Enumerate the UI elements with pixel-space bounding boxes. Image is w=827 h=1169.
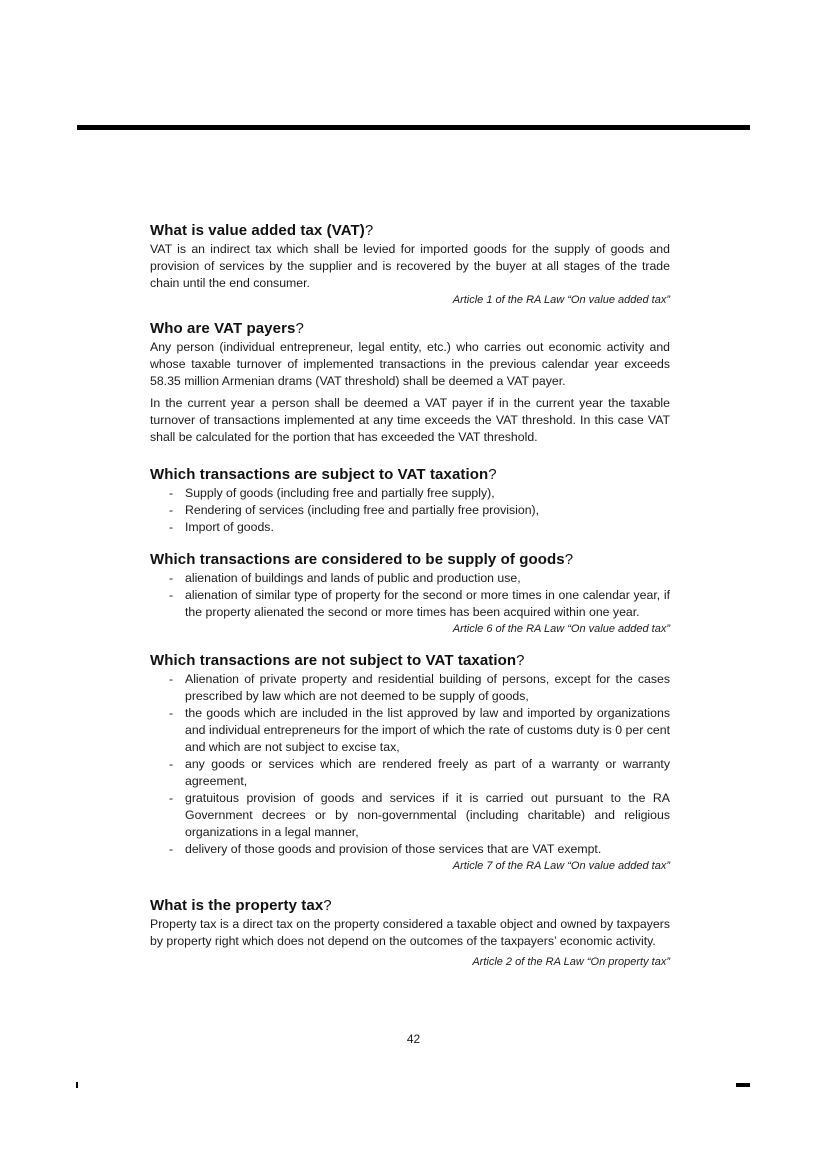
paragraph: In the current year a person shall be deemed a VAT payer if in the current year the taxable turnover of transactions implemented at any time exceeds the VAT threshold. In this case VAT shall be calculated for the portion that has exceeded the VAT threshold. bbox=[150, 396, 670, 444]
crop-mark-left bbox=[76, 1082, 78, 1088]
list-item: - delivery of those goods and provision of those services that are VAT exempt. bbox=[150, 841, 670, 858]
list-item: - the goods which are included in the list approved by law and imported by organizations and individual entrepreneurs for the import of which the rate of customs duty is 0 per cent and which are not subject to excise tax, bbox=[150, 705, 670, 756]
section-supply-of-goods bbox=[150, 550, 670, 637]
question-mark: ? bbox=[564, 551, 574, 568]
law-reference: Article 2 of the RA Law “On property tax” bbox=[472, 956, 670, 968]
question-mark: ? bbox=[516, 652, 525, 669]
law-reference: Article 1 of the RA Law “On value added tax” bbox=[452, 294, 670, 306]
list-item: - any goods or services which are rendered freely as part of a warranty or warranty agreement, bbox=[150, 756, 670, 790]
list-item: - alienation of buildings and lands of public and production use, bbox=[150, 570, 670, 587]
section-heading: What is value added tax (VAT)? bbox=[150, 222, 374, 239]
list-item: - Alienation of private property and residential building of persons, except for the cases prescribed by law which are not deemed to be supply of goods, bbox=[150, 671, 670, 705]
top-rule bbox=[77, 125, 750, 130]
question-mark: ? bbox=[364, 222, 374, 239]
list-item: - gratuitous provision of goods and services if it is carried out pursuant to the RA Government decrees or by non-governmental (including charitable) and religious organizations in a legal manner, bbox=[150, 790, 670, 841]
law-reference: Article 7 of the RA Law “On value added tax” bbox=[452, 860, 670, 872]
question-mark: ? bbox=[295, 320, 304, 337]
section-vat-definition bbox=[150, 221, 670, 308]
section-vat-payers bbox=[150, 319, 670, 446]
question-mark: ? bbox=[488, 466, 497, 483]
dash-list bbox=[150, 570, 670, 621]
page-content bbox=[150, 221, 670, 970]
page-number: 42 bbox=[406, 1032, 421, 1046]
law-reference: Article 6 of the RA Law “On value added tax” bbox=[452, 623, 670, 635]
paragraph: Property tax is a direct tax on the property considered a taxable object and owned by taxpayers by property right which does not depend on the outcomes of the taxpayers’ economic activity. bbox=[150, 917, 670, 948]
question-mark: ? bbox=[323, 897, 332, 914]
section-vat-subject-transactions bbox=[150, 465, 670, 536]
list-item: - Supply of goods (including free and partially free supply), bbox=[150, 485, 670, 502]
section-not-subject-to-vat bbox=[150, 651, 670, 874]
list-item: - Rendering of services (including free and partially free provision), bbox=[150, 502, 670, 519]
section-heading: Which transactions are not subject to VAT taxation? bbox=[150, 652, 525, 669]
section-heading: Who are VAT payers? bbox=[150, 320, 304, 337]
dash-list bbox=[150, 671, 670, 858]
list-item: - Import of goods. bbox=[150, 519, 670, 536]
section-heading: Which transactions are considered to be supply of goods? bbox=[150, 551, 574, 568]
paragraph: Any person (individual entrepreneur, legal entity, etc.) who carries out economic activity and whose taxable turnover of implemented transactions in the previous calendar year exceeds 58.35 million Armenian drams (VAT threshold) shall be deemed a VAT payer. bbox=[150, 340, 670, 388]
crop-mark-right bbox=[736, 1083, 750, 1087]
section-property-tax bbox=[150, 896, 670, 970]
section-heading: Which transactions are subject to VAT taxation? bbox=[150, 466, 497, 483]
dash-list bbox=[150, 485, 670, 536]
section-heading: What is the property tax? bbox=[150, 897, 332, 914]
list-item: - alienation of similar type of property for the second or more times in one calendar year, if the property alienated the second or more times has been acquired within one year. bbox=[150, 587, 670, 621]
paragraph: VAT is an indirect tax which shall be levied for imported goods for the supply of goods and provision of services by the supplier and is recovered by the buyer at all stages of the trade chain until the end consumer. bbox=[150, 242, 670, 290]
